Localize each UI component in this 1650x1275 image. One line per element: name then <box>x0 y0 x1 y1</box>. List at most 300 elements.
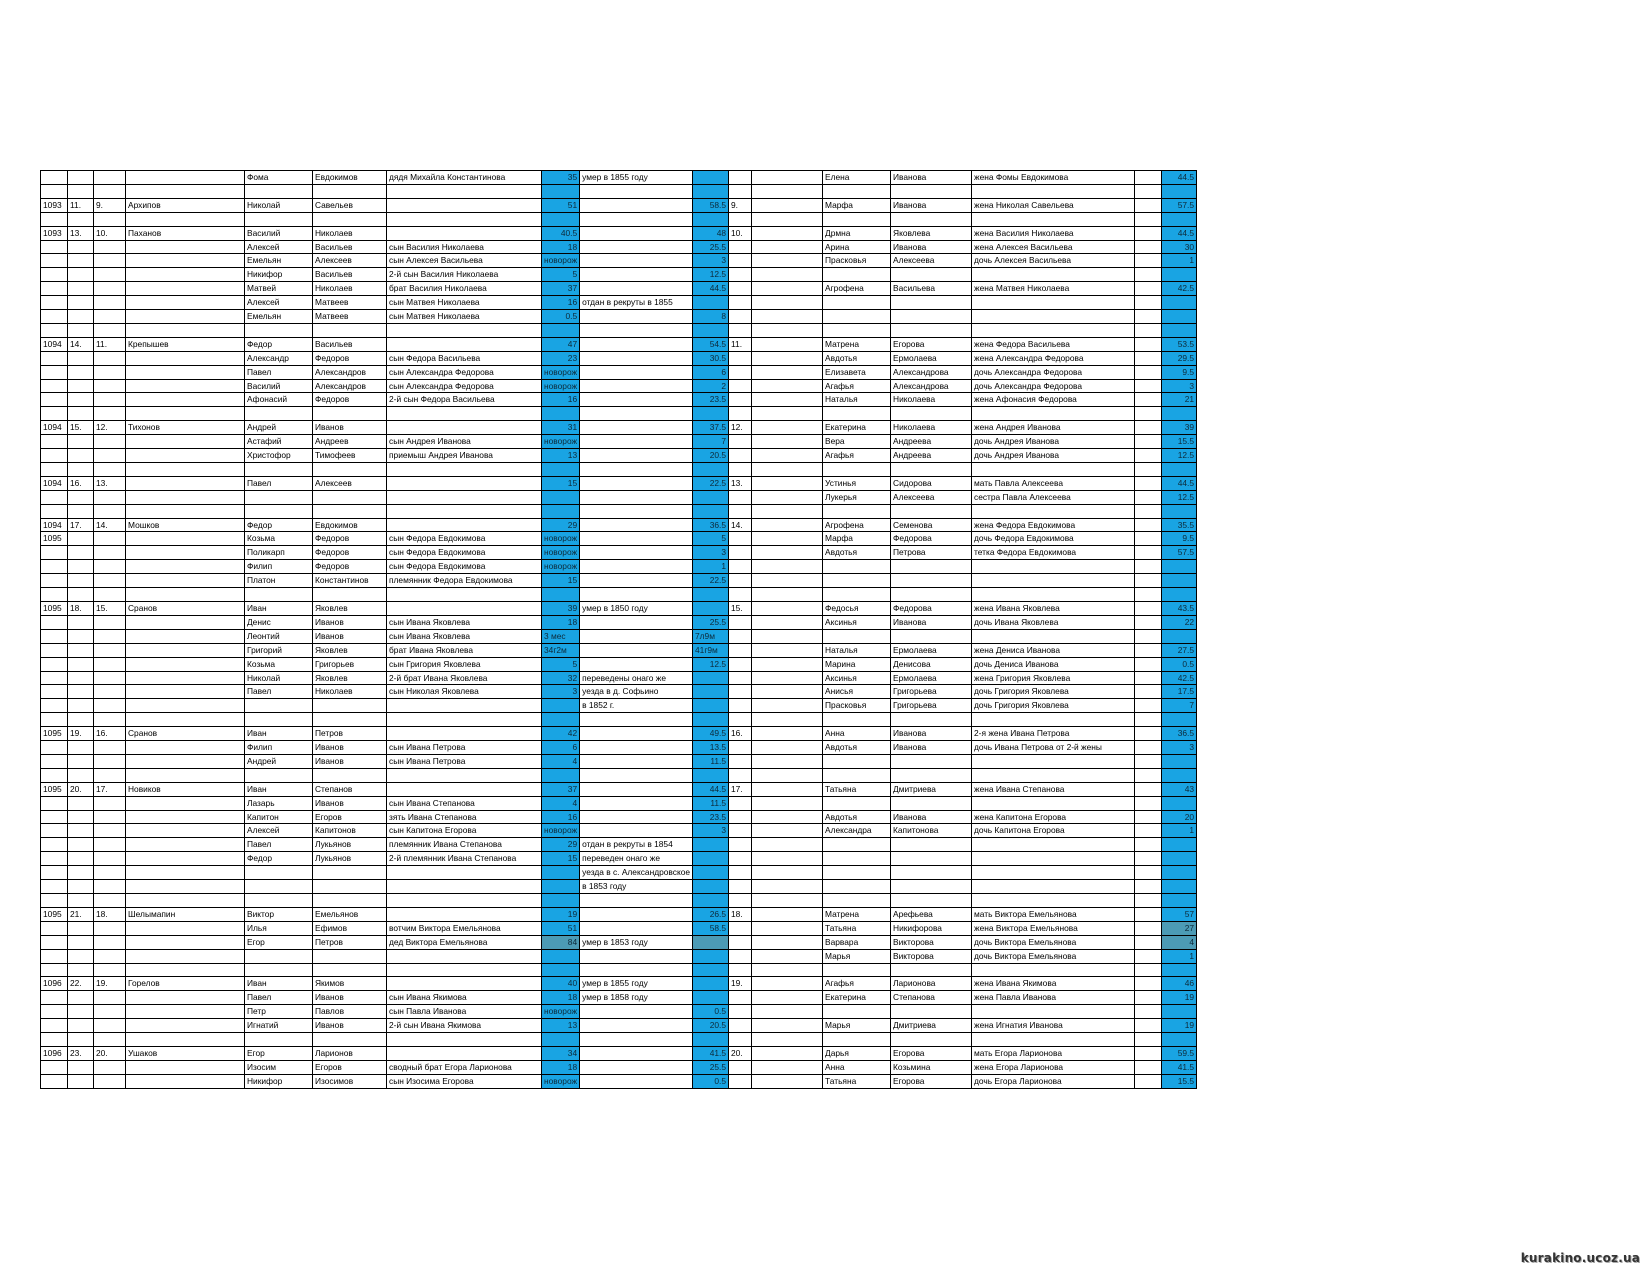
table-cell: 11. <box>729 337 752 351</box>
table-cell: Иванова <box>891 741 972 755</box>
table-cell <box>580 546 693 560</box>
table-cell <box>68 184 94 198</box>
table-cell <box>1135 601 1162 615</box>
table-row <box>41 838 1197 852</box>
table-cell <box>1135 504 1162 518</box>
table-cell <box>752 601 823 615</box>
table-cell <box>245 866 313 880</box>
table-cell: Алексеева <box>891 254 972 268</box>
table-cell <box>580 323 693 337</box>
table-cell <box>752 699 823 713</box>
table-cell: тетка Федора Евдокимова <box>972 546 1135 560</box>
table-cell <box>126 671 245 685</box>
table-cell: новорож <box>542 379 580 393</box>
table-cell <box>126 504 245 518</box>
table-cell: 19 <box>1162 991 1197 1005</box>
table-cell: дочь Андрея Иванова <box>972 435 1135 449</box>
table-cell <box>752 1033 823 1047</box>
table-cell <box>823 462 891 476</box>
table-cell: Евдокимов <box>313 518 387 532</box>
table-cell: 1094 <box>41 476 68 490</box>
table-cell <box>313 323 387 337</box>
table-cell <box>1135 393 1162 407</box>
table-cell <box>1162 880 1197 894</box>
table-cell <box>1135 782 1162 796</box>
table-cell <box>729 671 752 685</box>
table-cell: Васильев <box>313 268 387 282</box>
table-cell: 2-я жена Ивана Петрова <box>972 727 1135 741</box>
table-cell <box>823 296 891 310</box>
table-cell <box>41 629 68 643</box>
table-cell: Семенова <box>891 518 972 532</box>
table-cell: 16. <box>729 727 752 741</box>
table-cell: умер в 1858 году <box>580 991 693 1005</box>
table-cell <box>68 254 94 268</box>
table-cell <box>729 713 752 727</box>
table-cell: 39 <box>542 601 580 615</box>
table-cell <box>752 657 823 671</box>
table-cell <box>387 226 542 240</box>
table-cell: 49.5 <box>693 727 729 741</box>
table-cell <box>580 268 693 282</box>
table-cell <box>126 323 245 337</box>
table-cell <box>94 991 126 1005</box>
table-cell: 2 <box>693 379 729 393</box>
table-cell <box>752 921 823 935</box>
table-row <box>41 240 1197 254</box>
table-cell: жена Ивана Яковлева <box>972 601 1135 615</box>
table-cell: Федор <box>245 852 313 866</box>
table-cell: Никифор <box>245 268 313 282</box>
table-cell <box>1135 657 1162 671</box>
table-cell: Анисья <box>823 685 891 699</box>
table-cell: Александрова <box>891 365 972 379</box>
table-cell <box>729 379 752 393</box>
table-row <box>41 1019 1197 1033</box>
table-cell: жена Василия Николаева <box>972 226 1135 240</box>
table-row <box>41 1046 1197 1060</box>
table-cell: 36.5 <box>1162 727 1197 741</box>
table-cell <box>1135 741 1162 755</box>
table-cell: Матвеев <box>313 296 387 310</box>
table-cell: отдан в рекруты в 1855 <box>580 296 693 310</box>
table-cell <box>313 1033 387 1047</box>
table-cell <box>693 699 729 713</box>
table-cell: переведен онаго же <box>580 852 693 866</box>
table-cell <box>41 393 68 407</box>
table-cell <box>580 893 693 907</box>
table-row <box>41 1060 1197 1074</box>
table-cell: Дмитриева <box>891 782 972 796</box>
table-cell: Поликарп <box>245 546 313 560</box>
table-row <box>41 1033 1197 1047</box>
table-cell <box>580 727 693 741</box>
table-cell <box>68 1005 94 1019</box>
table-cell <box>752 713 823 727</box>
table-cell <box>41 1019 68 1033</box>
table-cell: Матрена <box>823 337 891 351</box>
table-cell <box>729 810 752 824</box>
table-cell <box>580 643 693 657</box>
table-cell: Шелымапин <box>126 907 245 921</box>
table-cell <box>41 365 68 379</box>
table-cell <box>580 574 693 588</box>
table-cell: Григорий <box>245 643 313 657</box>
table-cell: Федоров <box>313 546 387 560</box>
table-cell: вотчим Виктора Емельянова <box>387 921 542 935</box>
table-cell <box>823 268 891 282</box>
table-cell: 16 <box>542 296 580 310</box>
table-cell <box>94 184 126 198</box>
table-cell <box>94 462 126 476</box>
table-cell: 15 <box>542 852 580 866</box>
table-cell: жена Павла Иванова <box>972 991 1135 1005</box>
table-cell: 12.5 <box>1162 449 1197 463</box>
table-cell <box>1135 907 1162 921</box>
table-cell: 53.5 <box>1162 337 1197 351</box>
table-cell: 1094 <box>41 421 68 435</box>
table-cell: Тихонов <box>126 421 245 435</box>
table-cell <box>41 671 68 685</box>
table-cell: Емельян <box>245 254 313 268</box>
table-cell <box>68 449 94 463</box>
table-cell <box>126 574 245 588</box>
table-cell: Лазарь <box>245 796 313 810</box>
table-cell <box>729 449 752 463</box>
table-cell <box>729 560 752 574</box>
table-cell <box>387 768 542 782</box>
table-cell <box>693 171 729 185</box>
table-cell <box>891 462 972 476</box>
table-cell <box>823 796 891 810</box>
table-cell <box>1162 866 1197 880</box>
table-cell <box>752 254 823 268</box>
table-cell: 17. <box>729 782 752 796</box>
table-cell: 32 <box>542 671 580 685</box>
table-cell: Алексей <box>245 240 313 254</box>
table-cell <box>68 768 94 782</box>
table-row <box>41 323 1197 337</box>
table-cell: 20 <box>1162 810 1197 824</box>
table-row <box>41 560 1197 574</box>
table-cell <box>94 296 126 310</box>
table-cell: 25.5 <box>693 615 729 629</box>
table-cell: Агафья <box>823 379 891 393</box>
table-cell: 10. <box>729 226 752 240</box>
table-cell <box>729 171 752 185</box>
table-cell <box>68 504 94 518</box>
table-cell <box>41 574 68 588</box>
table-cell: сын Василия Николаева <box>387 240 542 254</box>
table-cell: Егоров <box>313 1060 387 1074</box>
table-cell <box>245 963 313 977</box>
table-cell: 9.5 <box>1162 365 1197 379</box>
table-cell: Екатерина <box>823 421 891 435</box>
table-cell: 22.5 <box>693 574 729 588</box>
table-cell: Сранов <box>126 601 245 615</box>
table-cell <box>580 963 693 977</box>
table-cell: 12.5 <box>1162 490 1197 504</box>
table-cell: Григорьева <box>891 685 972 699</box>
table-cell <box>1162 838 1197 852</box>
table-cell <box>891 268 972 282</box>
table-cell: Ларионова <box>891 977 972 991</box>
table-cell <box>126 254 245 268</box>
table-cell <box>94 838 126 852</box>
table-cell: 51 <box>542 198 580 212</box>
table-cell <box>68 574 94 588</box>
table-cell: Аксинья <box>823 671 891 685</box>
table-cell <box>68 296 94 310</box>
table-cell: Иван <box>245 977 313 991</box>
table-cell <box>752 977 823 991</box>
table-cell <box>693 713 729 727</box>
table-cell: Викторова <box>891 935 972 949</box>
table-cell: 29 <box>542 518 580 532</box>
table-row <box>41 198 1197 212</box>
table-cell <box>387 198 542 212</box>
table-cell <box>1135 240 1162 254</box>
table-cell <box>752 226 823 240</box>
table-cell <box>68 407 94 421</box>
table-cell <box>1135 866 1162 880</box>
table-cell <box>41 810 68 824</box>
table-cell: Козьма <box>245 532 313 546</box>
table-cell <box>41 171 68 185</box>
table-cell: мать Виктора Емельянова <box>972 907 1135 921</box>
table-cell <box>387 1033 542 1047</box>
table-cell <box>1135 754 1162 768</box>
table-row <box>41 449 1197 463</box>
table-cell <box>126 435 245 449</box>
table-row <box>41 768 1197 782</box>
table-cell <box>94 963 126 977</box>
table-cell <box>94 935 126 949</box>
table-cell <box>1162 268 1197 282</box>
table-cell: 9.5 <box>1162 532 1197 546</box>
table-cell <box>68 490 94 504</box>
table-cell <box>94 629 126 643</box>
table-cell <box>752 866 823 880</box>
table-cell: сын Николая Яковлева <box>387 685 542 699</box>
table-cell <box>126 449 245 463</box>
table-cell <box>891 852 972 866</box>
table-cell: Федоров <box>313 532 387 546</box>
table-cell: Иванов <box>313 741 387 755</box>
table-cell: жена Федора Евдокимова <box>972 518 1135 532</box>
table-cell <box>1162 504 1197 518</box>
table-cell: 18 <box>542 240 580 254</box>
table-cell: 1 <box>1162 949 1197 963</box>
table-cell: Александр <box>245 351 313 365</box>
table-cell <box>752 407 823 421</box>
table-cell: 10. <box>94 226 126 240</box>
table-cell <box>126 880 245 894</box>
table-cell: Егорова <box>891 1046 972 1060</box>
table-cell <box>126 949 245 963</box>
table-cell: 5 <box>542 657 580 671</box>
table-cell <box>1135 171 1162 185</box>
table-cell: Якимов <box>313 977 387 991</box>
table-cell: 7 <box>693 435 729 449</box>
table-cell: 14. <box>68 337 94 351</box>
table-cell: 1 <box>1162 824 1197 838</box>
table-cell <box>580 768 693 782</box>
table-row <box>41 880 1197 894</box>
table-cell <box>972 588 1135 602</box>
table-cell <box>729 1019 752 1033</box>
table-cell: жена Капитона Егорова <box>972 810 1135 824</box>
table-cell: 29 <box>542 838 580 852</box>
table-cell: 21. <box>68 907 94 921</box>
table-cell <box>693 977 729 991</box>
table-cell <box>693 838 729 852</box>
table-cell <box>1135 532 1162 546</box>
table-cell <box>41 1074 68 1088</box>
table-cell <box>729 184 752 198</box>
table-cell: жена Николая Савельева <box>972 198 1135 212</box>
table-row <box>41 212 1197 226</box>
table-cell <box>580 476 693 490</box>
table-cell: Павел <box>245 476 313 490</box>
table-cell: Татьяна <box>823 921 891 935</box>
table-cell: Ермолаева <box>891 671 972 685</box>
table-cell: Денис <box>245 615 313 629</box>
table-cell <box>752 671 823 685</box>
table-cell <box>1135 1046 1162 1060</box>
table-cell: 17. <box>68 518 94 532</box>
table-row <box>41 184 1197 198</box>
table-cell <box>94 268 126 282</box>
table-cell <box>94 574 126 588</box>
table-cell: Иванов <box>313 754 387 768</box>
table-cell: Никифор <box>245 1074 313 1088</box>
table-cell <box>1162 296 1197 310</box>
table-cell: мать Егора Ларионова <box>972 1046 1135 1060</box>
table-cell <box>126 754 245 768</box>
table-cell <box>41 310 68 324</box>
table-row <box>41 866 1197 880</box>
table-cell: Татьяна <box>823 782 891 796</box>
table-cell: 11. <box>94 337 126 351</box>
table-cell: 23 <box>542 351 580 365</box>
table-cell: Федоров <box>313 560 387 574</box>
table-cell <box>68 796 94 810</box>
table-cell: Иванов <box>313 991 387 1005</box>
table-cell <box>823 963 891 977</box>
table-cell <box>68 921 94 935</box>
table-cell <box>752 337 823 351</box>
table-cell: Иванов <box>313 615 387 629</box>
table-cell <box>68 852 94 866</box>
table-cell: 1095 <box>41 782 68 796</box>
table-cell <box>387 337 542 351</box>
table-cell: сын Александра Федорова <box>387 365 542 379</box>
table-cell: зять Ивана Степанова <box>387 810 542 824</box>
table-cell: 5 <box>542 268 580 282</box>
table-cell: Татьяна <box>823 1074 891 1088</box>
table-row <box>41 824 1197 838</box>
table-cell <box>245 184 313 198</box>
table-row <box>41 657 1197 671</box>
table-cell <box>580 560 693 574</box>
table-cell: 13 <box>542 1019 580 1033</box>
table-cell: новорож <box>542 435 580 449</box>
table-cell <box>94 866 126 880</box>
table-cell <box>245 504 313 518</box>
table-cell <box>68 379 94 393</box>
table-cell <box>752 935 823 949</box>
table-cell <box>126 560 245 574</box>
table-cell: 11. <box>68 198 94 212</box>
table-cell <box>68 310 94 324</box>
table-cell <box>94 921 126 935</box>
table-cell: 7л9м <box>693 629 729 643</box>
table-cell <box>126 1005 245 1019</box>
table-cell <box>41 323 68 337</box>
table-cell: Егоров <box>313 810 387 824</box>
table-cell <box>1162 212 1197 226</box>
table-cell <box>823 866 891 880</box>
table-cell: мать Павла Алексеева <box>972 476 1135 490</box>
table-cell <box>752 907 823 921</box>
table-cell <box>41 240 68 254</box>
table-cell: Вера <box>823 435 891 449</box>
table-cell <box>542 699 580 713</box>
table-cell <box>387 462 542 476</box>
table-cell <box>126 643 245 657</box>
table-cell: Александров <box>313 365 387 379</box>
table-cell <box>41 921 68 935</box>
table-cell <box>94 310 126 324</box>
table-cell <box>891 588 972 602</box>
table-cell: 3 мес <box>542 629 580 643</box>
table-cell <box>387 184 542 198</box>
table-cell <box>1135 490 1162 504</box>
table-cell <box>542 212 580 226</box>
table-cell <box>1135 310 1162 324</box>
table-cell <box>245 949 313 963</box>
table-cell <box>68 240 94 254</box>
table-cell <box>126 240 245 254</box>
table-cell: Павлов <box>313 1005 387 1019</box>
table-cell <box>68 810 94 824</box>
table-cell <box>94 560 126 574</box>
table-cell <box>752 490 823 504</box>
table-cell <box>823 852 891 866</box>
table-cell <box>245 490 313 504</box>
table-cell <box>1135 1074 1162 1088</box>
table-cell <box>580 421 693 435</box>
table-cell <box>41 296 68 310</box>
table-cell: Андреева <box>891 449 972 463</box>
table-cell: 34г2м <box>542 643 580 657</box>
table-cell <box>126 1074 245 1088</box>
table-cell <box>542 323 580 337</box>
table-cell: 1094 <box>41 518 68 532</box>
table-cell <box>823 713 891 727</box>
table-cell: 4 <box>542 754 580 768</box>
table-cell: Изосим <box>245 1060 313 1074</box>
table-cell <box>580 588 693 602</box>
table-cell: Крепышев <box>126 337 245 351</box>
table-cell: жена Ивана Степанова <box>972 782 1135 796</box>
table-cell: Новиков <box>126 782 245 796</box>
table-row <box>41 643 1197 657</box>
table-cell: 23. <box>68 1046 94 1060</box>
table-cell: Анна <box>823 727 891 741</box>
table-cell <box>891 866 972 880</box>
